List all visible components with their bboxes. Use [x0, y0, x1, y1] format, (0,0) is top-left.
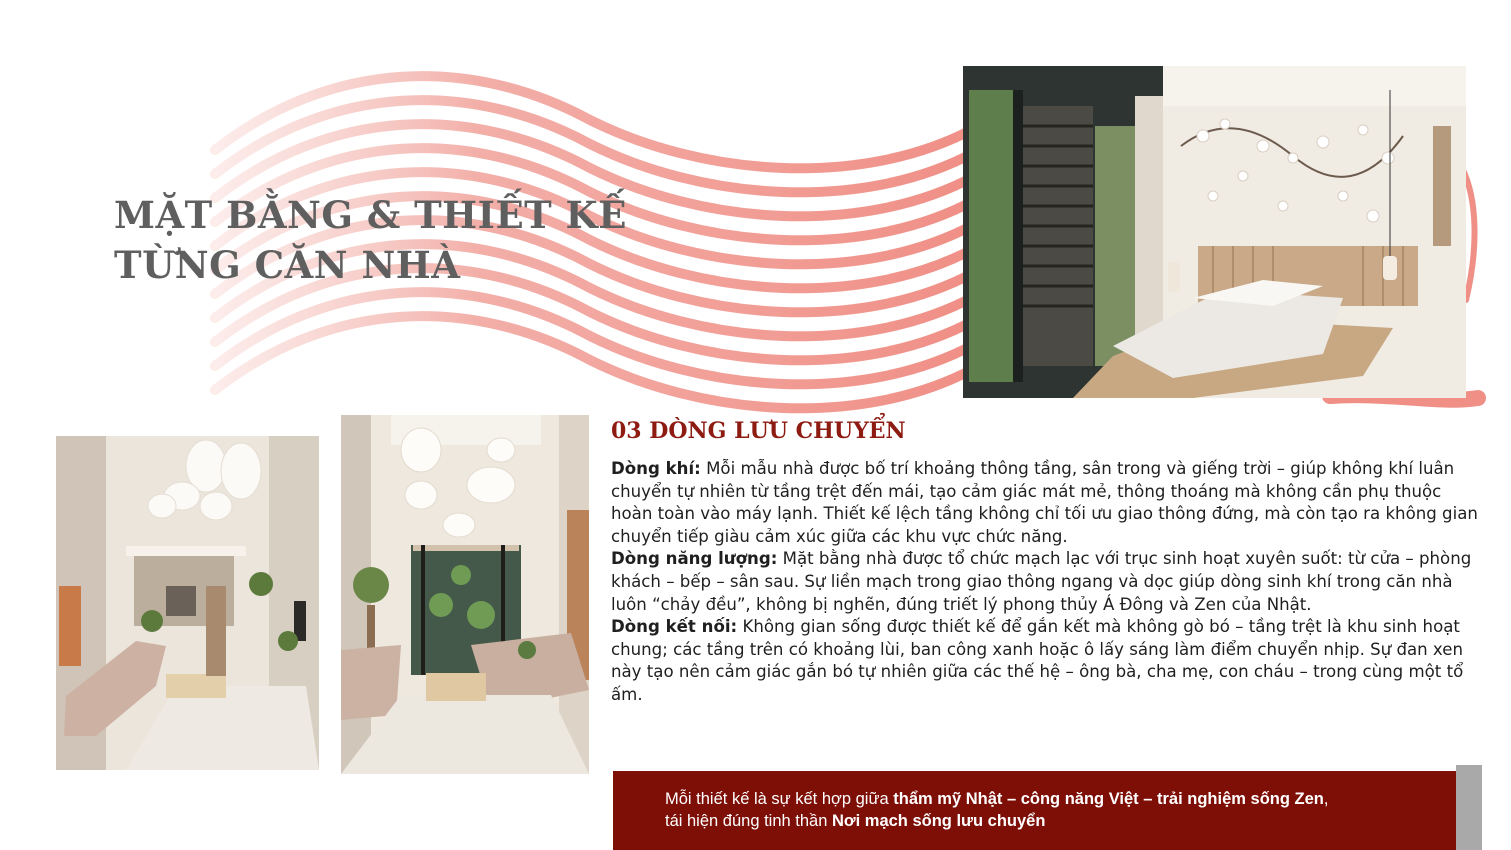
flow-label: Dòng kết nối:: [611, 617, 738, 637]
quote-emphasis: thẩm mỹ Nhật – công năng Việt – trải nghiệm sống Zen: [893, 790, 1324, 808]
section-heading: 03 DÒNG LƯU CHUYỂN: [611, 418, 906, 444]
flow-text: Không gian sống được thiết kế để gắn kết mà không gò bó – tầng trệt là khu sinh hoạt chung; các tầng trên có khoảng lùi, ban công xanh hoặc ô lấy sáng làm điểm chuyển nhịp. Sự đan xen này tạo nên cảm giác gắn bó tự nhiên giữa các thế hệ – ông bà, cha mẹ, con cháu – trong cùng một tổ ấm.: [611, 617, 1464, 704]
quote-line-2: [665, 810, 1456, 832]
page-title: [114, 190, 627, 290]
wave-line: [215, 76, 975, 168]
flow-text: Mỗi mẫu nhà được bố trí khoảng thông tầng, sân trong và giếng trời – giúp không khí luân chuyển tự nhiên từ tầng trệt đến mái, tạo cảm giác mát mẻ, thông thoáng mà không cần phụ thuộc hoàn toàn vào máy lạnh. Thiết kế lệch tầng không chỉ tối ưu giao thông đứng, mà còn tạo ra không gian chuyển tiếp giàu cảm xúc giữa các khu vực chức năng.: [611, 459, 1478, 546]
flow-item-energy: [611, 548, 1479, 616]
bedroom-photo: [963, 66, 1466, 398]
page-title-line-2: TỪNG CĂN NHÀ: [114, 243, 461, 287]
flow-item-connection: [611, 616, 1479, 706]
flow-label: Dòng khí:: [611, 459, 701, 478]
quote-text: ,: [1323, 790, 1329, 808]
flow-item-air: [611, 458, 1479, 548]
quote-box: [613, 771, 1456, 850]
living-room-photo-1: [56, 436, 319, 770]
flow-label: Dòng năng lượng:: [611, 549, 778, 569]
flow-descriptions: [611, 458, 1479, 707]
quote-line-1: [665, 788, 1456, 810]
page-title-line-1: MẶT BẰNG & THIẾT KẾ: [114, 193, 627, 237]
quote-emphasis: Nơi mạch sống lưu chuyển: [831, 812, 1046, 830]
flow-text: Mặt bằng nhà được tổ chức mạch lạc với trục sinh hoạt xuyên suốt: từ cửa – phòng khách – bếp – sân sau. Sự liền mạch trong giao thông ngang và dọc giúp dòng sinh khí trong căn nhà luôn “chảy đều”, không bị nghẽn, đúng triết lý phong thủy Á Đông và Zen của Nhật.: [611, 549, 1472, 614]
living-room-photo-2: [341, 415, 589, 774]
wave-line: [215, 100, 975, 192]
quote-box-shadow: [1456, 765, 1482, 850]
quote-text: tái hiện đúng tinh thần: [665, 812, 832, 830]
quote-text: Mỗi thiết kế là sự kết hợp giữa: [665, 790, 894, 808]
